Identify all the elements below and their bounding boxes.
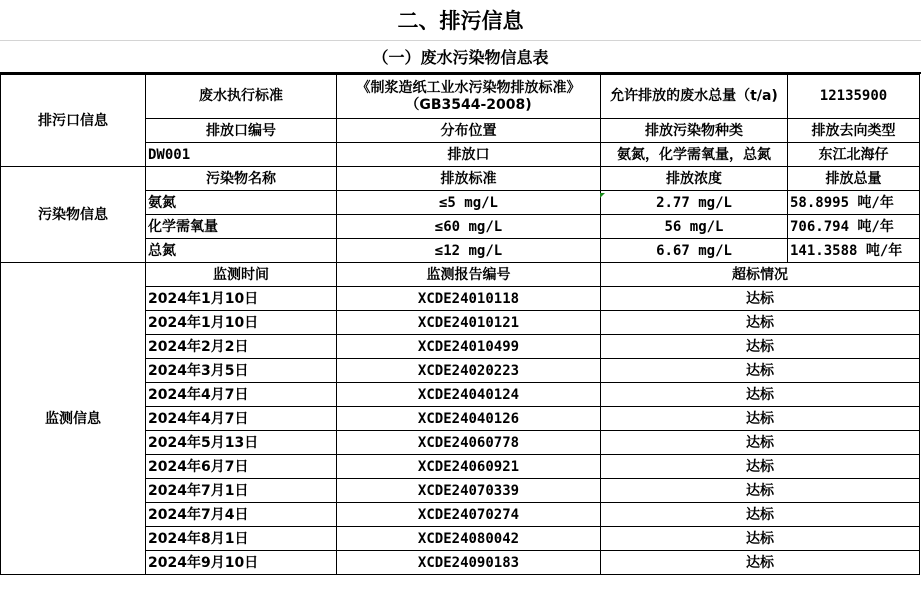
pollutant-header-cell: 污染物名称 (146, 167, 337, 191)
table-subtitle: （一）废水污染物信息表 (0, 41, 921, 74)
monitoring-header-row (1, 263, 920, 287)
pollutant-section-label: 污染物信息 (1, 167, 146, 263)
pollutant-header-cell: 排放标准 (337, 167, 601, 191)
monitoring-date-cell: 2024年4月7日 (146, 383, 337, 407)
outlet-header-cell: 排放口编号 (146, 119, 337, 143)
pollutant-header-cell: 排放浓度 (601, 167, 788, 191)
standard-label: 废水执行标准 (146, 75, 337, 119)
monitoring-date-cell: 2024年2月2日 (146, 335, 337, 359)
monitoring-status-cell: 达标 (601, 335, 920, 359)
pollutant-standard-cell: ≤12 mg/L (337, 239, 601, 263)
monitoring-report-id-cell: XCDE24040124 (337, 383, 601, 407)
pollutant-name-cell: 化学需氧量 (146, 215, 337, 239)
monitoring-status-cell: 达标 (601, 503, 920, 527)
outlet-id-cell: DW001 (146, 143, 337, 167)
monitoring-status-cell: 达标 (601, 551, 920, 575)
wastewater-pollutant-table (0, 74, 920, 575)
allowed-total-label: 允许排放的废水总量（t/a) (601, 75, 788, 119)
monitoring-date-cell: 2024年1月10日 (146, 287, 337, 311)
pollutant-header-cell: 排放总量 (788, 167, 920, 191)
monitoring-status-cell: 达标 (601, 311, 920, 335)
monitoring-status-cell: 达标 (601, 479, 920, 503)
monitoring-date-cell: 2024年7月4日 (146, 503, 337, 527)
monitoring-report-id-cell: XCDE24010121 (337, 311, 601, 335)
monitoring-status-cell: 达标 (601, 407, 920, 431)
monitoring-report-id-cell: XCDE24010499 (337, 335, 601, 359)
monitoring-report-id-cell: XCDE24090183 (337, 551, 601, 575)
outlet-header-cell: 排放去向类型 (788, 119, 920, 143)
monitoring-report-id-cell: XCDE24020223 (337, 359, 601, 383)
monitoring-date-cell: 2024年4月7日 (146, 407, 337, 431)
outlet-destination-cell: 东江北海仔 (788, 143, 920, 167)
monitoring-status-cell: 达标 (601, 431, 920, 455)
outlet-header-cell: 分布位置 (337, 119, 601, 143)
monitoring-header-cell: 监测时间 (146, 263, 337, 287)
monitoring-status-cell: 达标 (601, 287, 920, 311)
outlet-section-label: 排污口信息 (1, 75, 146, 167)
monitoring-header-cell: 监测报告编号 (337, 263, 601, 287)
monitoring-report-id-cell: XCDE24070274 (337, 503, 601, 527)
monitoring-report-id-cell: XCDE24040126 (337, 407, 601, 431)
monitoring-date-cell: 2024年8月1日 (146, 527, 337, 551)
pollutant-name-cell: 氨氮 (146, 191, 337, 215)
outlet-location-cell: 排放口 (337, 143, 601, 167)
monitoring-status-cell: 达标 (601, 359, 920, 383)
monitoring-status-cell: 达标 (601, 527, 920, 551)
pollutant-header-row (1, 167, 920, 191)
outlet-standard-row (1, 75, 920, 119)
monitoring-report-id-cell: XCDE24010118 (337, 287, 601, 311)
page-title: 二、排污信息 (0, 0, 921, 41)
monitoring-date-cell: 2024年6月7日 (146, 455, 337, 479)
monitoring-section-label: 监测信息 (1, 263, 146, 575)
monitoring-date-cell: 2024年9月10日 (146, 551, 337, 575)
monitoring-report-id-cell: XCDE24070339 (337, 479, 601, 503)
monitoring-report-id-cell: XCDE24060778 (337, 431, 601, 455)
pollutant-concentration-cell: 56 mg/L (601, 215, 788, 239)
standard-value: 《制浆造纸工业水污染物排放标准》（GB3544-2008) (337, 75, 601, 119)
allowed-total-value: 12135900 (788, 75, 920, 119)
cell-comment-marker (600, 193, 605, 198)
monitoring-report-id-cell: XCDE24060921 (337, 455, 601, 479)
pollutant-concentration-cell: 2.77 mg/L (601, 191, 788, 215)
monitoring-date-cell: 2024年5月13日 (146, 431, 337, 455)
pollutant-total-cell: 141.3588 吨/年 (788, 239, 920, 263)
monitoring-date-cell: 2024年3月5日 (146, 359, 337, 383)
pollutant-total-cell: 706.794 吨/年 (788, 215, 920, 239)
pollutant-standard-cell: ≤5 mg/L (337, 191, 601, 215)
pollutant-name-cell: 总氮 (146, 239, 337, 263)
outlet-pollutant-types-cell: 氨氮，化学需氧量，总氮 (601, 143, 788, 167)
pollutant-concentration-cell: 6.67 mg/L (601, 239, 788, 263)
pollutant-standard-cell: ≤60 mg/L (337, 215, 601, 239)
monitoring-status-cell: 达标 (601, 455, 920, 479)
monitoring-date-cell: 2024年1月10日 (146, 311, 337, 335)
pollutant-total-cell: 58.8995 吨/年 (788, 191, 920, 215)
monitoring-date-cell: 2024年7月1日 (146, 479, 337, 503)
outlet-header-cell: 排放污染物种类 (601, 119, 788, 143)
monitoring-report-id-cell: XCDE24080042 (337, 527, 601, 551)
monitoring-header-cell: 超标情况 (601, 263, 920, 287)
monitoring-status-cell: 达标 (601, 383, 920, 407)
